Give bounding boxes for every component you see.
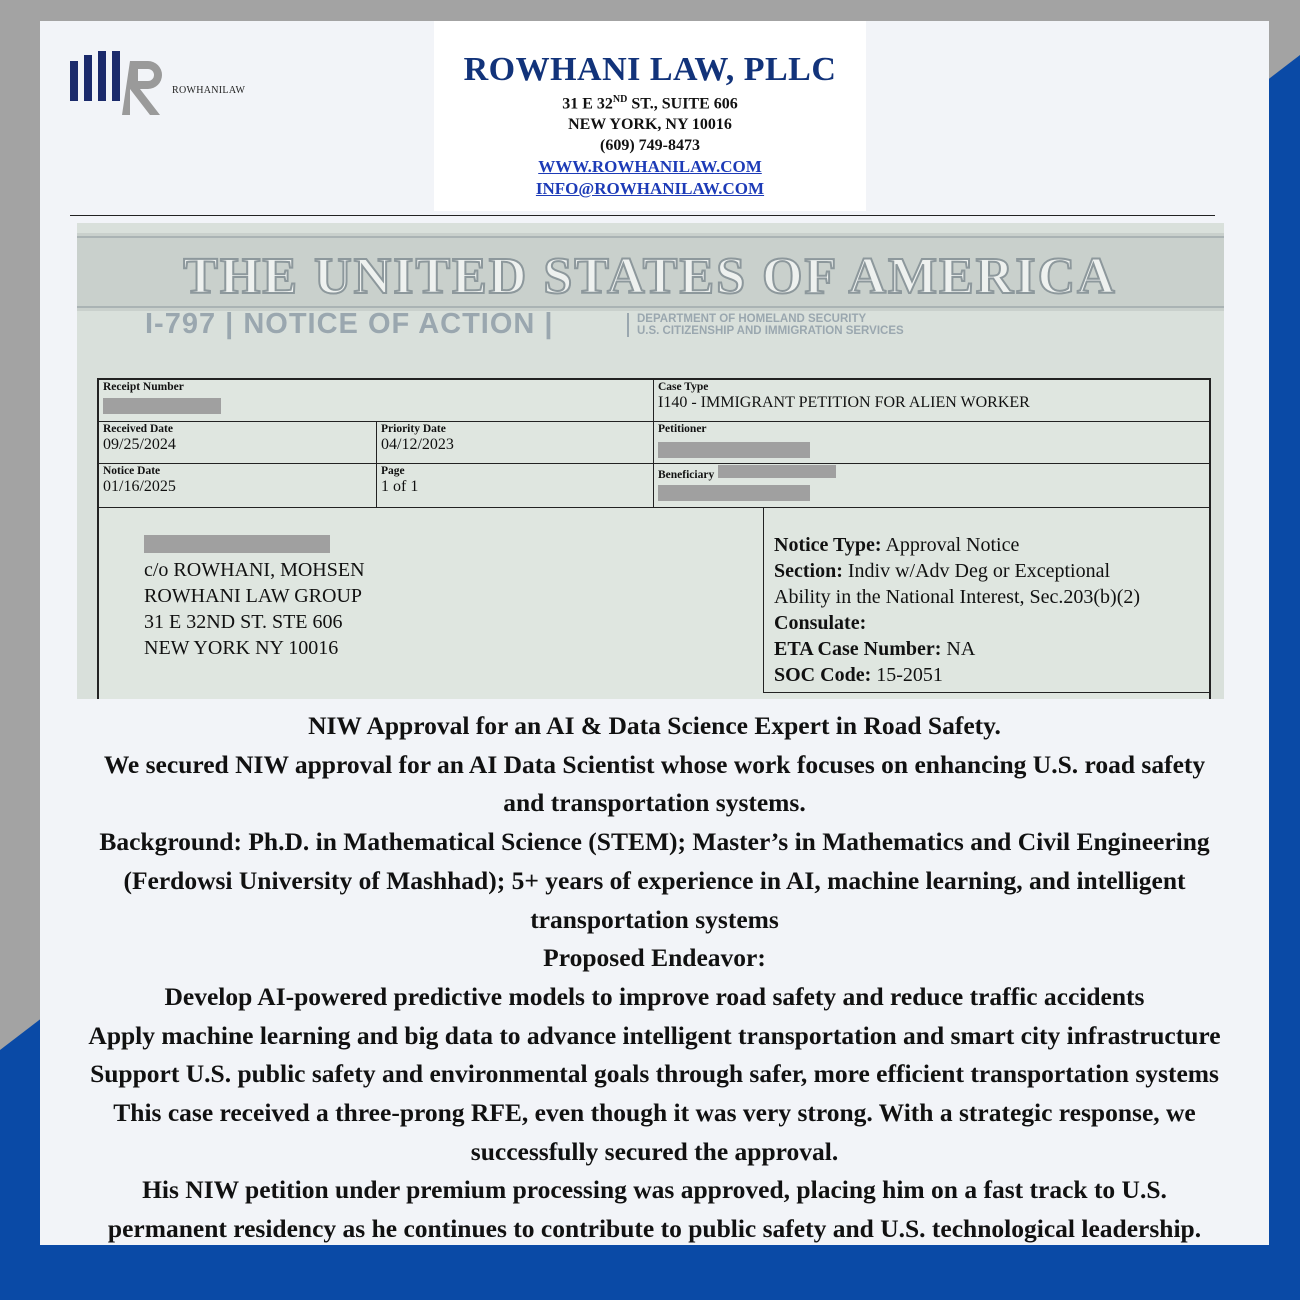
page-cell: Page 1 of 1 xyxy=(377,464,654,508)
redaction-bar xyxy=(658,442,810,458)
body-line: permanent residency as he continues to contribute to public safety and U.S. technological leadership. xyxy=(107,1214,1202,1244)
letterhead xyxy=(434,21,866,211)
case-description xyxy=(40,707,1269,1249)
firm-phone: (609) 749-8473 xyxy=(600,137,700,155)
body-line: Develop AI-powered predictive models to improve road safety and reduce traffic accidents xyxy=(164,981,1145,1011)
body-line: and transportation systems. xyxy=(503,788,806,818)
firm-name: ROWHANI LAW, PLLC xyxy=(463,51,837,88)
petitioner-cell: Petitioner xyxy=(654,422,1209,464)
body-line: transportation systems xyxy=(530,904,779,934)
firm-city-address: NEW YORK, NY 10016 xyxy=(568,116,732,134)
usa-banner-text: THE UNITED STATES OF AMERICA xyxy=(183,248,1117,305)
body-line: (Ferdowsi University of Mashhad); 5+ years of experience in AI, machine learning, and intelligent xyxy=(123,865,1186,895)
redaction-bar xyxy=(718,465,836,478)
i797-notice-image xyxy=(77,223,1224,699)
rowhani-logo-icon xyxy=(70,49,280,119)
usa-banner xyxy=(77,233,1224,311)
post-card xyxy=(40,21,1269,1245)
receipt-number-cell: Receipt Number xyxy=(99,380,654,422)
firm-street-address: 31 E 32ND ST., SUITE 606 xyxy=(562,94,738,113)
body-line: Support U.S. public safety and environmental goals through safer, more efficient transportation systems xyxy=(90,1059,1219,1089)
body-line: Proposed Endeavor: xyxy=(543,943,766,973)
form-title: I-797 | NOTICE OF ACTION | xyxy=(145,308,554,340)
redaction-bar xyxy=(144,535,330,553)
divider xyxy=(70,215,1215,216)
notice-form xyxy=(97,378,1211,699)
notice-date-cell: Notice Date 01/16/2025 xyxy=(99,464,377,508)
firm-email-link[interactable]: INFO@ROWHANILAW.COM xyxy=(535,179,765,199)
body-line: This case received a three-prong RFE, even though it was very strong. With a strategic response, we xyxy=(113,1098,1196,1128)
body-line: NIW Approval for an AI & Data Science Expert in Road Safety. xyxy=(308,711,1001,740)
received-date-cell: Received Date 09/25/2024 xyxy=(99,422,377,464)
body-line: His NIW petition under premium processing was approved, placing him on a fast track to U.S. xyxy=(142,1175,1167,1205)
redaction-bar xyxy=(658,485,810,501)
agency-name: DEPARTMENT OF HOMELAND SECURITY U.S. CITIZENSHIP AND IMMIGRATION SERVICES xyxy=(627,313,904,337)
priority-date-cell: Priority Date 04/12/2023 xyxy=(377,422,654,464)
beneficiary-cell: Beneficiary xyxy=(654,464,1209,508)
body-line: We secured NIW approval for an AI Data Scientist whose work focuses on enhancing U.S. road safety xyxy=(103,749,1206,779)
body-line: Apply machine learning and big data to advance intelligent transportation and smart city infrastructure xyxy=(88,1020,1221,1050)
notice-details: Notice Type: Approval Notice Section: Indiv w/Adv Deg or Exceptional Ability in the National Interest, Sec.203(b)(2) Consulate: ETA Case Number: NA SOC Code: 15-2051 xyxy=(774,534,1141,686)
body-line: successfully secured the approval. xyxy=(470,1136,839,1166)
redaction-bar xyxy=(103,398,221,414)
mailing-address: c/o ROWHANI, MOHSEN ROWHANI LAW GROUP 31 E 32ND ST. STE 606 NEW YORK NY 10016 xyxy=(144,535,365,661)
logo-wordmark: ROWHANILAW xyxy=(172,85,246,96)
firm-website-link[interactable]: WWW.ROWHANILAW.COM xyxy=(538,157,762,177)
body-line: Background: Ph.D. in Mathematical Science (STEM); Master’s in Mathematics and Civil Engineering xyxy=(99,827,1210,857)
case-type-cell: Case Type I140 - IMMIGRANT PETITION FOR ALIEN WORKER xyxy=(654,380,1209,422)
